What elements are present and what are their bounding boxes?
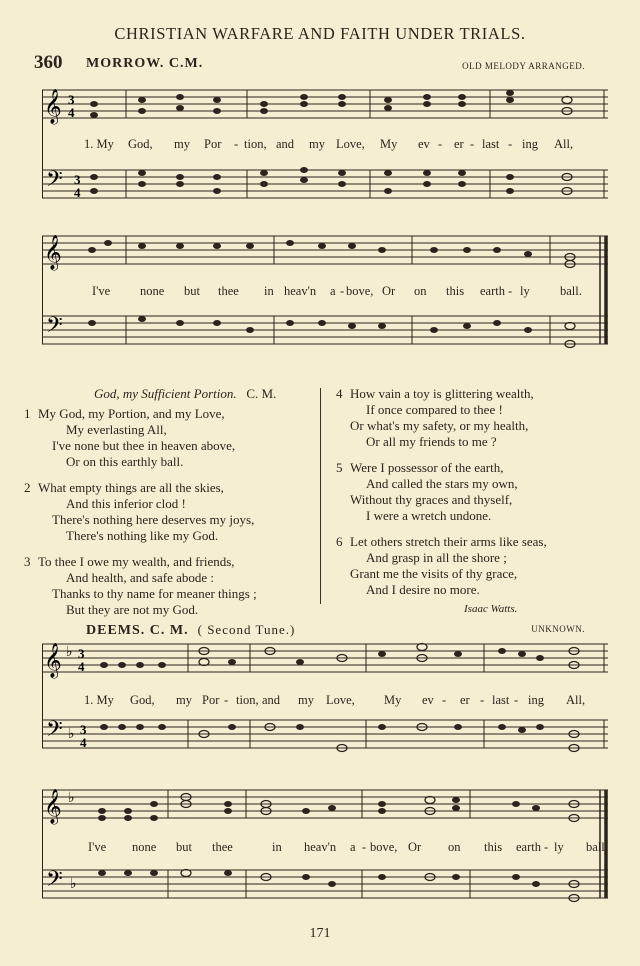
hymn-number: 360: [34, 52, 63, 73]
svg-text:3: 3: [78, 646, 85, 661]
tune-name-morrow: MORROW. C.M.: [86, 56, 204, 71]
svg-text:𝄢: 𝄢: [46, 717, 63, 746]
page-number: 171: [309, 926, 331, 941]
verses-right: 4 How vain a toy is glittering wealth, If once compared to thee ! Or what's my safety, or my health, Or all my friends to me ? 5 Were I possessor of the earth, And called the stars my own, Without thy graces and thyself, I were a wretch undone. 6 Let others stretch their arms like seas, And grasp in all the shore ; Grant me the visits of thy grace, And I desire no more. Isaac Watts.: [336, 386, 547, 615]
svg-text:4: 4: [74, 185, 81, 200]
svg-text:𝄞: 𝄞: [44, 236, 62, 269]
svg-text:3: 3: [74, 172, 81, 187]
verses-left: God, my Sufficient Portion. C. M. 1 My God, my Portion, and my Love, My everlasting All, I've none but thee in heaven above, Or on this earthly ball. 2 What empty things are all the skies, And this inferior clod ! There's nothing here deserves my joys, There's nothing like my God. 3 To thee I owe my wealth, and friends, And health, and safe abode : Thanks to thy name for meaner things ; But they are not my God.: [24, 386, 277, 617]
tune-source-morrow: OLD MELODY ARRANGED.: [462, 61, 585, 71]
treble-clef-icon: 𝄞: [44, 90, 62, 123]
svg-text:𝄢: 𝄢: [46, 313, 63, 342]
svg-text:♭: ♭: [68, 791, 75, 806]
tune-source-deems: UNKNOWN.: [531, 624, 585, 634]
svg-text:3: 3: [68, 92, 75, 107]
svg-text:𝄞: 𝄞: [44, 790, 62, 823]
svg-text:𝄞: 𝄞: [44, 644, 62, 677]
column-divider: [320, 388, 321, 604]
svg-text:𝄢: 𝄢: [46, 867, 63, 896]
svg-text:4: 4: [78, 659, 85, 674]
svg-text:3: 3: [80, 722, 87, 737]
verses-meter: C. M.: [246, 386, 277, 401]
page-header: CHRISTIAN WARFARE AND FAITH UNDER TRIALS.: [114, 24, 526, 43]
svg-text:♭: ♭: [68, 727, 75, 742]
svg-text:4: 4: [68, 105, 75, 120]
music-system-1: [42, 82, 612, 222]
bass-clef-icon: 𝄢: [46, 167, 63, 196]
author-attribution: Isaac Watts.: [464, 603, 518, 615]
svg-text:4: 4: [80, 735, 87, 750]
verses-title: God, my Sufficient Portion.: [94, 386, 237, 401]
svg-text:♭: ♭: [70, 877, 77, 892]
tune-name-deems: DEEMS. C. M. ( Second Tune.): [86, 622, 296, 638]
svg-text:♭: ♭: [66, 645, 73, 660]
